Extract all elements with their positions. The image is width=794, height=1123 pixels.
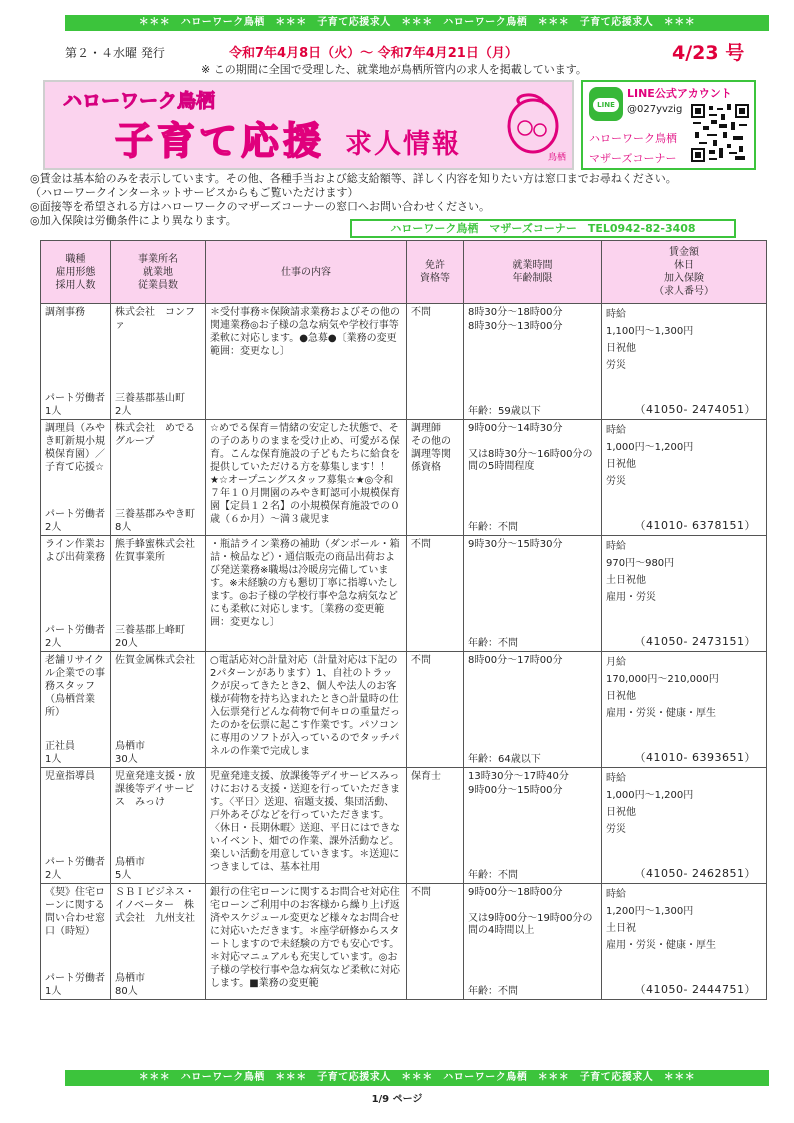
header-wage: 賃金額 休日 加入保険 （求人番号）: [602, 241, 767, 304]
hours-cell: [464, 536, 602, 652]
work-hours-alt: 8時30分～13時00分: [468, 321, 563, 332]
contact-info[interactable]: ハローワーク鳥栖 マザーズコーナー TEL0942-82-3408: [350, 219, 736, 238]
insurance: 労災: [606, 476, 626, 487]
hours-cell: [464, 304, 602, 420]
table-row[interactable]: [41, 652, 767, 768]
work-hours-alt: 又は8時30分～16時00分の間の5時間程度: [468, 449, 593, 472]
header-license: 免許 資格等: [407, 241, 464, 304]
insurance: 労災: [606, 824, 626, 835]
top-banner: ＊＊＊ ハローワーク鳥栖 ＊＊＊ 子育て応援求人 ＊＊＊ ハローワーク鳥栖 ＊＊＊ 子育て応援求人 ＊＊＊: [65, 15, 769, 31]
job-description: ＊受付事務＊保険請求業務およびその他の関連業務◎お子様の急な病気や学校行事等柔軟に対応します。●急募●〔業務の変更範囲：変更なし〕: [210, 307, 400, 357]
table-header-row: [41, 241, 767, 304]
wage-amount: 170,000円～210,000円: [606, 674, 719, 685]
note-line: （ハローワークインターネットサービスからもご覧いただけます）: [30, 186, 359, 199]
job-title: 《契》住宅ローンに関する問い合わせ窓口（時短）: [45, 887, 105, 937]
staff-count: 20人: [115, 638, 138, 649]
work-hours: 13時30分～17時40分: [468, 771, 569, 782]
description-cell: [206, 652, 407, 768]
work-location: 三養基郡みやき町: [115, 509, 195, 520]
wage-cell: [602, 652, 767, 768]
employment-type: パート労働者: [45, 857, 105, 868]
wage-amount: 1,100円～1,300円: [606, 326, 694, 337]
table-row[interactable]: [41, 304, 767, 420]
hire-count: 1人: [45, 406, 62, 417]
work-hours: 8時00分～17時00分: [468, 655, 563, 666]
job-cell: [41, 304, 111, 420]
wage-type: 時給: [606, 425, 626, 436]
note-line: ◎賃金は基本給のみを表示しています。その他、各種手当および総支給額等、詳しく内容を知りたい方は窓口までお尋ねください。: [30, 172, 677, 185]
work-hours: 9時30分～15時30分: [468, 539, 563, 550]
employment-type: パート労働者: [45, 625, 105, 636]
employment-type: パート労働者: [45, 393, 105, 404]
employment-type: パート労働者: [45, 509, 105, 520]
job-title: ライン作業および出荷業務: [45, 539, 105, 563]
mascot-logo: [500, 90, 570, 166]
age-limit: 年齢：不問: [468, 870, 518, 881]
period-range: 令和7年4月8日（火）～ 令和7年4月21日（月）: [229, 46, 518, 61]
line-id: @027yvzig: [627, 104, 683, 115]
work-hours-alt: 9時00分～15時00分: [468, 785, 563, 796]
table-row[interactable]: [41, 884, 767, 1000]
wage-amount: 1,000円～1,200円: [606, 442, 694, 453]
work-hours: 9時00分～18時00分: [468, 887, 563, 898]
work-hours: 8時30分～18時00分: [468, 307, 563, 318]
wage-cell: [602, 304, 767, 420]
job-number[interactable]: （41050- 2444751）: [634, 983, 756, 996]
license-cell: [407, 768, 464, 884]
holidays: 日祝他: [606, 343, 636, 354]
work-location: 鳥栖市: [115, 973, 145, 984]
insurance: 雇用・労災・健康・厚生: [606, 940, 716, 951]
staff-count: 80人: [115, 986, 138, 997]
job-number[interactable]: （41010- 6378151）: [634, 519, 756, 532]
license-requirement: 保育士: [411, 771, 441, 782]
company-cell: [111, 304, 206, 420]
hours-cell: [464, 652, 602, 768]
job-number[interactable]: （41050- 2474051）: [634, 403, 756, 416]
license-cell: [407, 652, 464, 768]
wage-cell: [602, 884, 767, 1000]
holidays: 土日祝他: [606, 575, 646, 586]
holidays: 土日祝: [606, 923, 636, 934]
wage-type: 月給: [606, 657, 626, 668]
wage-type: 時給: [606, 889, 626, 900]
table-row[interactable]: [41, 536, 767, 652]
wage-amount: 1,000円～1,200円: [606, 790, 694, 801]
hire-count: 1人: [45, 986, 62, 997]
company-cell: [111, 884, 206, 1000]
age-limit: 年齢：不問: [468, 638, 518, 649]
wage-type: 時給: [606, 541, 626, 552]
license-cell: [407, 304, 464, 420]
note-line: ◎面接等を希望される方はハローワークのマザーズコーナーの窓口へお問い合わせください。: [30, 200, 491, 213]
line-org-name: ハローワーク鳥栖: [589, 132, 677, 145]
job-description: 銀行の住宅ローンに関するお問合せ対応住宅ローンご利用中のお客様から繰り上げ返済やスケジュール変更など様々なお問合せに対応いただきます。＊座学研修からスタートしますので未経験の方でも安心です。＊対応マニュアルも充実しています。◎お子様の学校行事や急な病気など柔軟に対応します。■業務の変更範: [210, 887, 400, 989]
holidays: 日祝他: [606, 807, 636, 818]
page-title: 子育て応援: [115, 119, 326, 163]
job-number[interactable]: （41050- 2462851）: [634, 867, 756, 880]
work-hours-alt: 又は9時00分～19時00分の間の4時間以上: [468, 913, 593, 936]
header-job: 職種 雇用形態 採用人数: [41, 241, 111, 304]
title-banner: [43, 80, 574, 170]
qr-code-icon[interactable]: [691, 104, 749, 162]
age-limit: 年齢：不問: [468, 986, 518, 997]
job-title: 児童指導員: [45, 771, 95, 782]
company-name: 株式会社 めでるグループ: [115, 423, 195, 447]
wage-type: 時給: [606, 773, 626, 784]
hours-cell: [464, 420, 602, 536]
wage-amount: 1,200円～1,300円: [606, 906, 694, 917]
license-requirement: 不問: [411, 307, 431, 318]
edition-schedule: 第２・４水曜 発行: [65, 46, 165, 60]
employment-type: 正社員: [45, 741, 75, 752]
job-description: ☆めでる保育＝情緒の安定した状態で、その子のありのままを受け止め、可愛がる保育。こんな保育施設の子どもたちに給食を提供していただける方を募集します！！★☆オープニングスタッフ募集☆★◎令和７年１０月開園のみやき町認可小規模保育園【定員１２名】の小規模保育施設での０歳（６か月）～満３歳児ま: [210, 423, 400, 525]
description-cell: [206, 304, 407, 420]
description-cell: [206, 768, 407, 884]
company-name: 佐賀金属株式会社: [115, 655, 195, 666]
company-cell: [111, 768, 206, 884]
license-cell: [407, 536, 464, 652]
company-name: 熊手蜂蜜株式会社 佐賀事業所: [115, 539, 205, 563]
job-number[interactable]: （41050- 2473151）: [634, 635, 756, 648]
staff-count: 8人: [115, 522, 132, 533]
job-cell: [41, 768, 111, 884]
wage-cell: [602, 768, 767, 884]
table-row[interactable]: [41, 420, 767, 536]
hours-cell: [464, 884, 602, 1000]
description-cell: [206, 884, 407, 1000]
wage-cell: [602, 420, 767, 536]
issue-number: 4/23 号: [672, 42, 745, 64]
job-cell: [41, 536, 111, 652]
work-location: 三養基郡上峰町: [115, 625, 185, 636]
job-description: ○電話応対○計量対応（計量対応は下記の2パターンがあります）1、自社のトラックが戻ってきたとき2、個人や法人のお客様が荷物を持ち込まれたとき○計量時の仕入伝票発行どんな荷物で何キロの重量だったのかを伝票に起こす作業です。パソコンに専用のソフトが入っているのでタッチパネルの作業で完成しま: [210, 655, 400, 757]
job-cell: [41, 420, 111, 536]
job-cell: [41, 884, 111, 1000]
line-account-box[interactable]: [581, 80, 756, 170]
age-limit: 年齢：不問: [468, 522, 518, 533]
job-listing-table: [40, 240, 767, 1000]
job-cell: [41, 652, 111, 768]
company-name: 株式会社 コンファ: [115, 307, 195, 331]
license-requirement: 不問: [411, 887, 431, 898]
employment-type: パート労働者: [45, 973, 105, 984]
license-requirement: 不問: [411, 655, 431, 666]
work-hours: 9時00分～14時30分: [468, 423, 563, 434]
period-note: ※ この期間に全国で受理した、就業地が鳥栖所管内の求人を掲載しています。: [201, 63, 587, 76]
job-title: 調剤事務: [45, 307, 85, 318]
note-line: ◎加入保険は労働条件により異なります。: [30, 214, 237, 227]
job-description: ・瓶詰ライン業務の補助（ダンボール・箱詰・検品など）・通信販売の商品出荷および発送業務※職場は冷暖房完備しています。※未経験の方も懇切丁寧に指導いたします。◎お子様の学校行事や急な病気などにも柔軟に対応します。〔業務の変更範囲：変更なし〕: [210, 539, 400, 628]
license-requirement: 不問: [411, 539, 431, 550]
company-name: ＳＢＩビジネス・イノベーター 株式会社 九州支社: [115, 887, 195, 924]
hire-count: 2人: [45, 522, 62, 533]
line-account-title: LINE公式アカウント: [627, 87, 732, 100]
job-number[interactable]: （41010- 6393651）: [634, 751, 756, 764]
staff-count: 30人: [115, 754, 138, 765]
wage-cell: [602, 536, 767, 652]
company-cell: [111, 536, 206, 652]
header-hours: 就業時間 年齢制限: [464, 241, 602, 304]
page-number: 1/9 ページ: [371, 1094, 423, 1105]
description-cell: [206, 420, 407, 536]
insurance: 雇用・労災・健康・厚生: [606, 708, 716, 719]
header-company: 事業所名 就業地 従業員数: [111, 241, 206, 304]
job-title: 老舗リサイクル企業での事務スタッフ（鳥栖営業所）: [45, 655, 105, 718]
company-cell: [111, 420, 206, 536]
age-limit: 年齢：64歳以下: [468, 754, 541, 765]
age-limit: 年齢：59歳以下: [468, 406, 541, 417]
work-location: 三養基郡基山町: [115, 393, 185, 404]
wage-type: 時給: [606, 309, 626, 320]
mascot-caption: 鳥栖: [548, 153, 567, 163]
license-requirement: 調理師 その他の調理等関係資格: [411, 423, 451, 473]
job-description: 児童発達支援、放課後等デイサービスみっけにおける支援・送迎を行っていただきます。〈平日〉送迎、宿題支援、集団活動、戸外あそびなどを行っていただきます。〈休日・長期休暇〉送迎、平日にはできないイベント、畑での作業、課外活動など。楽しい活動を用意していきます。＊送迎につきましては、基本社用: [210, 771, 400, 873]
line-app-icon: LINE: [589, 87, 623, 121]
work-location: 鳥栖市: [115, 741, 145, 752]
holidays: 日祝他: [606, 691, 636, 702]
staff-count: 5人: [115, 870, 132, 881]
line-corner-name: マザーズコーナー: [589, 152, 677, 165]
staff-count: 2人: [115, 406, 132, 417]
company-name: 児童発達支援・放課後等デイサービス みっけ: [115, 771, 195, 808]
bottom-banner: ＊＊＊ ハローワーク鳥栖 ＊＊＊ 子育て応援求人 ＊＊＊ ハローワーク鳥栖 ＊＊＊ 子育て応援求人 ＊＊＊: [65, 1070, 769, 1086]
company-cell: [111, 652, 206, 768]
hire-count: 1人: [45, 754, 62, 765]
license-cell: [407, 420, 464, 536]
work-location: 鳥栖市: [115, 857, 145, 868]
hire-count: 2人: [45, 870, 62, 881]
insurance: 雇用・労災: [606, 592, 656, 603]
holidays: 日祝他: [606, 459, 636, 470]
license-cell: [407, 884, 464, 1000]
header-description: 仕事の内容: [206, 241, 407, 304]
hours-cell: [464, 768, 602, 884]
wage-amount: 970円～980円: [606, 558, 675, 569]
table-row[interactable]: [41, 768, 767, 884]
job-title: 調理員（みやき町新規小規模保育園）／子育て応援☆: [45, 423, 105, 473]
insurance: 労災: [606, 360, 626, 371]
page-subtitle: 求人情報: [345, 129, 461, 160]
office-name: ハローワーク鳥栖: [63, 90, 216, 112]
description-cell: [206, 536, 407, 652]
hire-count: 2人: [45, 638, 62, 649]
